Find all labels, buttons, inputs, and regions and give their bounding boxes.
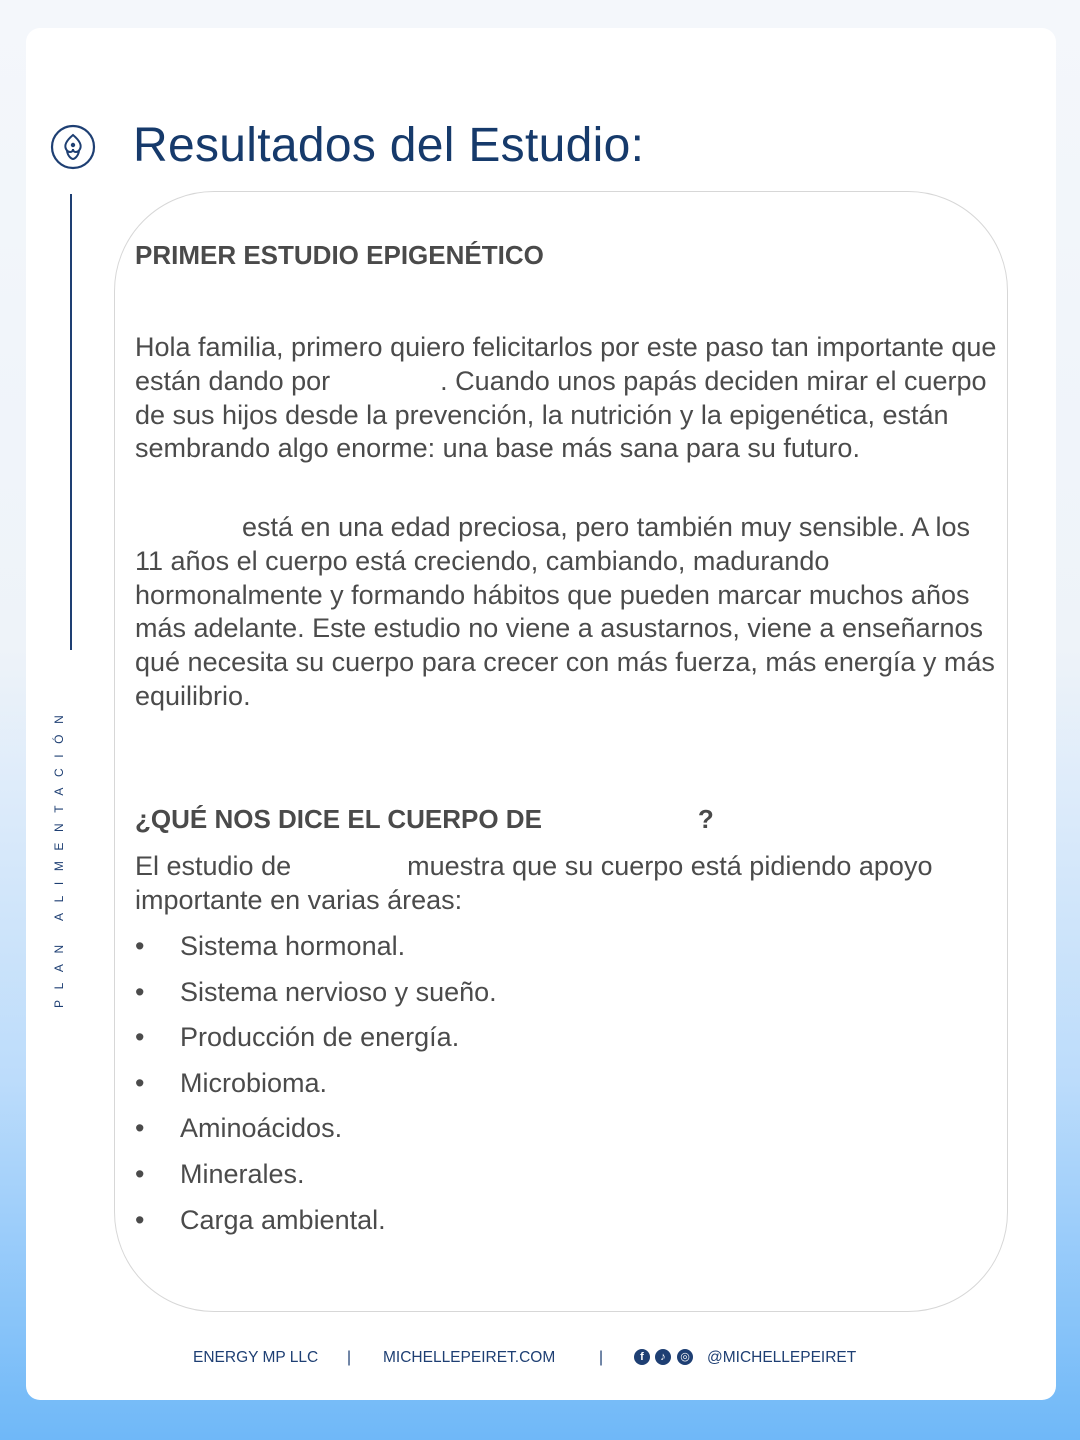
areas-list xyxy=(135,929,1005,1248)
age-paragraph xyxy=(135,511,1005,714)
bullet: • xyxy=(135,1204,145,1235)
bullet: • xyxy=(135,1158,145,1189)
list-item-text: Minerales. xyxy=(180,1158,305,1189)
website-link[interactable]: MICHELLEPEIRET.COM xyxy=(383,1349,556,1366)
social-handle[interactable]: @MICHELLEPEIRET xyxy=(707,1349,857,1366)
intro-text-b: . Cuando unos papás deciden mirar el cuerpo de sus hijos desde la prevención, la nutrición y la epigenética, están sembrando algo enorme: una base más sana para su futuro. xyxy=(135,365,987,464)
areas-intro-a: El estudio de xyxy=(135,851,292,881)
bullet: • xyxy=(135,1113,145,1144)
list-item xyxy=(135,1111,1005,1157)
page-title: Resultados del Estudio: xyxy=(133,119,645,172)
facebook-icon[interactable]: f xyxy=(634,1349,650,1365)
age-text: está en una edad preciosa, pero también muy sensible. A los 11 años el cuerpo está creciendo, cambiando, madurando hormonalmente y formando hábitos que pueden marcar muchos años más adelante. Este estudio no viene a asustarnos, viene a enseñarnos qué necesita su cuerpo para crecer con más fuerza, más energía y más equilibrio. xyxy=(135,512,995,711)
list-item xyxy=(135,929,1005,975)
vertical-divider xyxy=(70,194,72,650)
list-item xyxy=(135,1020,1005,1066)
side-label xyxy=(52,968,66,1008)
section-heading: PRIMER ESTUDIO EPIGENÉTICO xyxy=(135,240,544,270)
bullet: • xyxy=(135,931,145,961)
intro-paragraph xyxy=(135,331,1005,466)
list-item-text: Sistema nervioso y sueño. xyxy=(180,976,497,1007)
footer-separator: | xyxy=(599,1349,604,1366)
footer-separator: | xyxy=(347,1349,352,1366)
areas-intro xyxy=(135,850,1005,918)
list-item xyxy=(135,975,1005,1021)
list-item xyxy=(135,1203,1005,1249)
heading-text-a: ¿QUÉ NOS DICE EL CUERPO DE xyxy=(135,804,542,834)
section-primer-estudio xyxy=(135,240,1005,271)
list-item-text: Carga ambiental. xyxy=(180,1204,386,1235)
tiktok-icon[interactable]: ♪ xyxy=(655,1349,671,1365)
instagram-icon[interactable]: ◎ xyxy=(677,1349,693,1365)
company-name: ENERGY MP LLC xyxy=(193,1349,319,1366)
section-cuerpo xyxy=(135,804,1005,835)
heading-text-b: ? xyxy=(697,804,714,834)
footer xyxy=(0,1349,1080,1369)
list-item-text: Producción de energía. xyxy=(180,1022,460,1053)
list-item xyxy=(135,1066,1005,1112)
bullet: • xyxy=(135,1067,145,1098)
list-item-text: Aminoácidos. xyxy=(180,1113,343,1144)
brand-logo-icon xyxy=(50,124,96,170)
list-item-text: Microbioma. xyxy=(180,1067,328,1098)
bullet: • xyxy=(135,976,145,1007)
list-item-text: Sistema hormonal. xyxy=(180,931,406,961)
section-heading-cuerpo xyxy=(135,804,1005,835)
areas-intro-b: muestra que su cuerpo está pidiendo apoyo importante en varias áreas: xyxy=(135,851,933,915)
list-item xyxy=(135,1157,1005,1203)
intro-text-a: Hola familia, primero quiero felicitarlos por este paso tan importante que están dando por xyxy=(135,332,997,396)
bullet: • xyxy=(135,1022,145,1053)
